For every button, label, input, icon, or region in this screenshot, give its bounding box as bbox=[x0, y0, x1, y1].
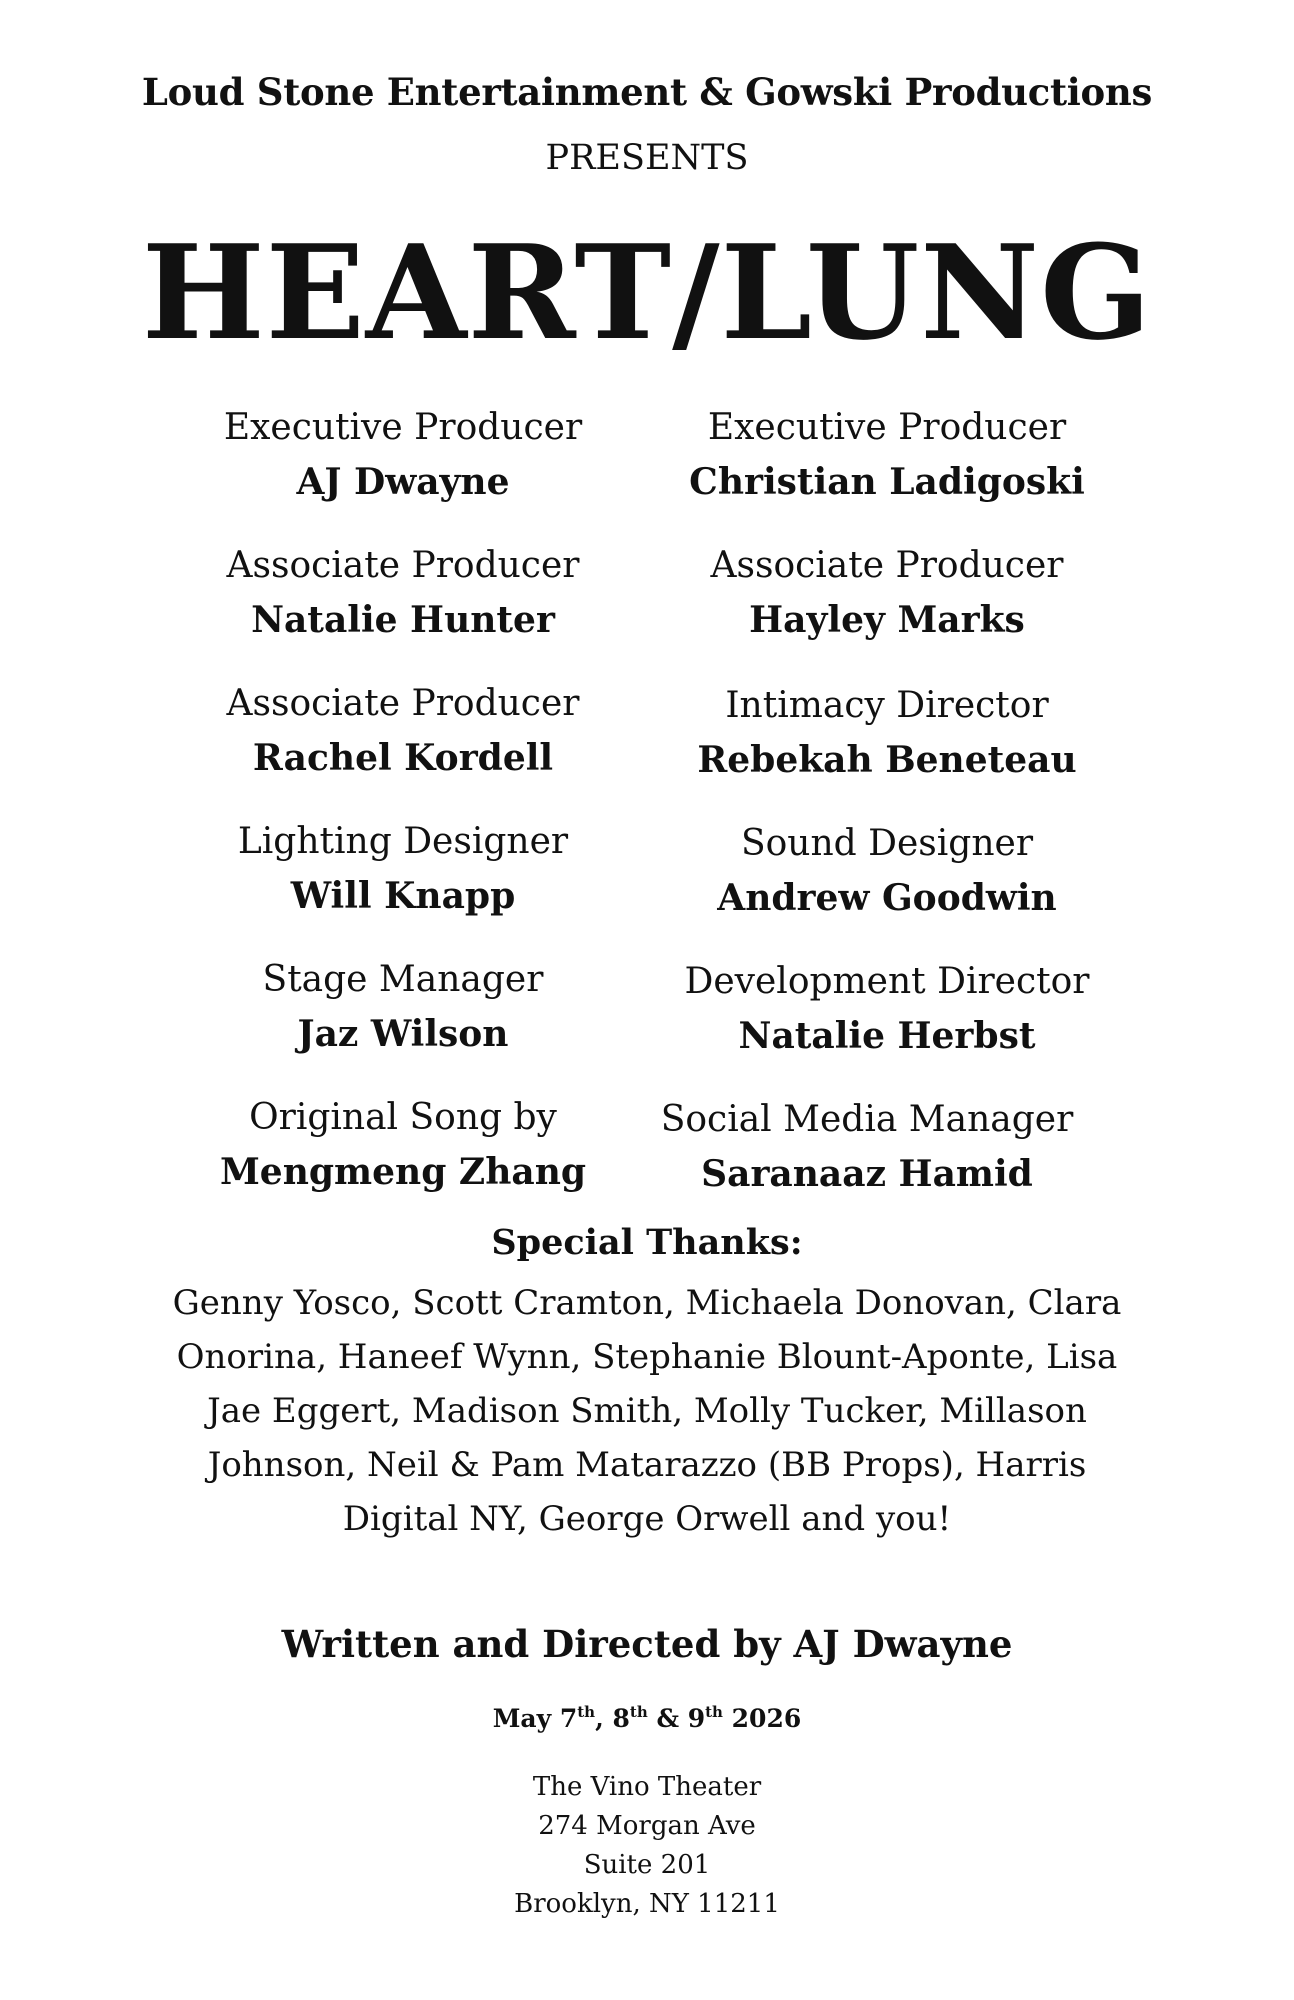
credit-role: Sound Designer bbox=[740, 823, 1034, 864]
credit-role: Social Media Manager bbox=[660, 1099, 1074, 1140]
date-suffix: th bbox=[577, 1703, 596, 1721]
credit-name: Natalie Hunter bbox=[251, 599, 555, 641]
credit-right-5 bbox=[607, 958, 1167, 1060]
credit-role: Executive Producer bbox=[223, 407, 583, 448]
venue-name: The Vino Theater bbox=[532, 1772, 762, 1802]
credit-left-2 bbox=[123, 542, 683, 644]
thanks-line: Digital NY, George Orwell and you! bbox=[342, 1499, 952, 1539]
credit-name: Jaz Wilson bbox=[297, 1013, 509, 1055]
credit-left-5 bbox=[123, 956, 683, 1058]
presenters-line: Loud Stone Entertainment & Gowski Productions bbox=[141, 70, 1153, 114]
credit-role: Lighting Designer bbox=[237, 821, 569, 862]
credit-name: Andrew Goodwin bbox=[717, 877, 1057, 919]
credit-role: Original Song by bbox=[249, 1097, 557, 1138]
venue-suite: Suite 201 bbox=[583, 1850, 711, 1880]
credit-role: Associate Producer bbox=[226, 683, 580, 724]
venue-street: 274 Morgan Ave bbox=[538, 1811, 756, 1841]
credit-name: Rebekah Beneteau bbox=[697, 739, 1077, 781]
credit-right-3 bbox=[607, 682, 1167, 784]
credit-role: Development Director bbox=[684, 961, 1090, 1002]
date-suffix: th bbox=[629, 1703, 648, 1721]
credit-role: Associate Producer bbox=[710, 545, 1064, 586]
date-part: , 8 bbox=[595, 1704, 630, 1733]
credit-role: Stage Manager bbox=[262, 959, 544, 1000]
venue-address bbox=[0, 1768, 1294, 1924]
credit-role: Associate Producer bbox=[226, 545, 580, 586]
credit-left-4 bbox=[123, 818, 683, 920]
credit-right-1 bbox=[607, 404, 1167, 506]
credit-name: Christian Ladigoski bbox=[689, 461, 1085, 503]
credit-name: Natalie Herbst bbox=[738, 1015, 1036, 1057]
credit-left-1 bbox=[123, 404, 683, 506]
credit-name: AJ Dwayne bbox=[296, 461, 510, 503]
special-thanks-heading: Special Thanks: bbox=[491, 1222, 803, 1263]
presents-line: PRESENTS bbox=[545, 138, 749, 178]
date-suffix: th bbox=[705, 1703, 723, 1721]
credit-name: Will Knapp bbox=[290, 875, 516, 917]
credit-name: Hayley Marks bbox=[749, 599, 1025, 641]
date-part: & 9 bbox=[647, 1704, 706, 1733]
thanks-line: Johnson, Neil & Pam Matarazzo (BB Props), Harris bbox=[207, 1445, 1087, 1485]
thanks-line: Genny Yosco, Scott Cramton, Michaela Donovan, Clara bbox=[172, 1283, 1122, 1323]
credit-name: Rachel Kordell bbox=[252, 737, 554, 779]
date-part: 2026 bbox=[722, 1704, 802, 1733]
credit-right-2 bbox=[607, 542, 1167, 644]
credit-right-6 bbox=[587, 1096, 1147, 1198]
credit-role: Intimacy Director bbox=[725, 685, 1049, 726]
credit-name: Saranaaz Hamid bbox=[701, 1153, 1033, 1195]
thanks-line: Onorina, Haneef Wynn, Stephanie Blount-Aponte, Lisa bbox=[176, 1337, 1118, 1377]
credit-name: Mengmeng Zhang bbox=[219, 1151, 587, 1193]
credit-right-4 bbox=[607, 820, 1167, 922]
credit-role: Executive Producer bbox=[707, 407, 1067, 448]
credit-left-3 bbox=[123, 680, 683, 782]
show-dates bbox=[0, 1704, 1294, 1733]
venue-city: Brooklyn, NY 11211 bbox=[514, 1889, 780, 1919]
special-thanks-list bbox=[0, 1276, 1294, 1546]
written-directed-by: Written and Directed by AJ Dwayne bbox=[281, 1622, 1013, 1666]
show-title: HEART/LUNG bbox=[141, 216, 1153, 369]
date-part: May 7 bbox=[492, 1704, 578, 1733]
thanks-line: Jae Eggert, Madison Smith, Molly Tucker, Millason bbox=[207, 1391, 1087, 1431]
